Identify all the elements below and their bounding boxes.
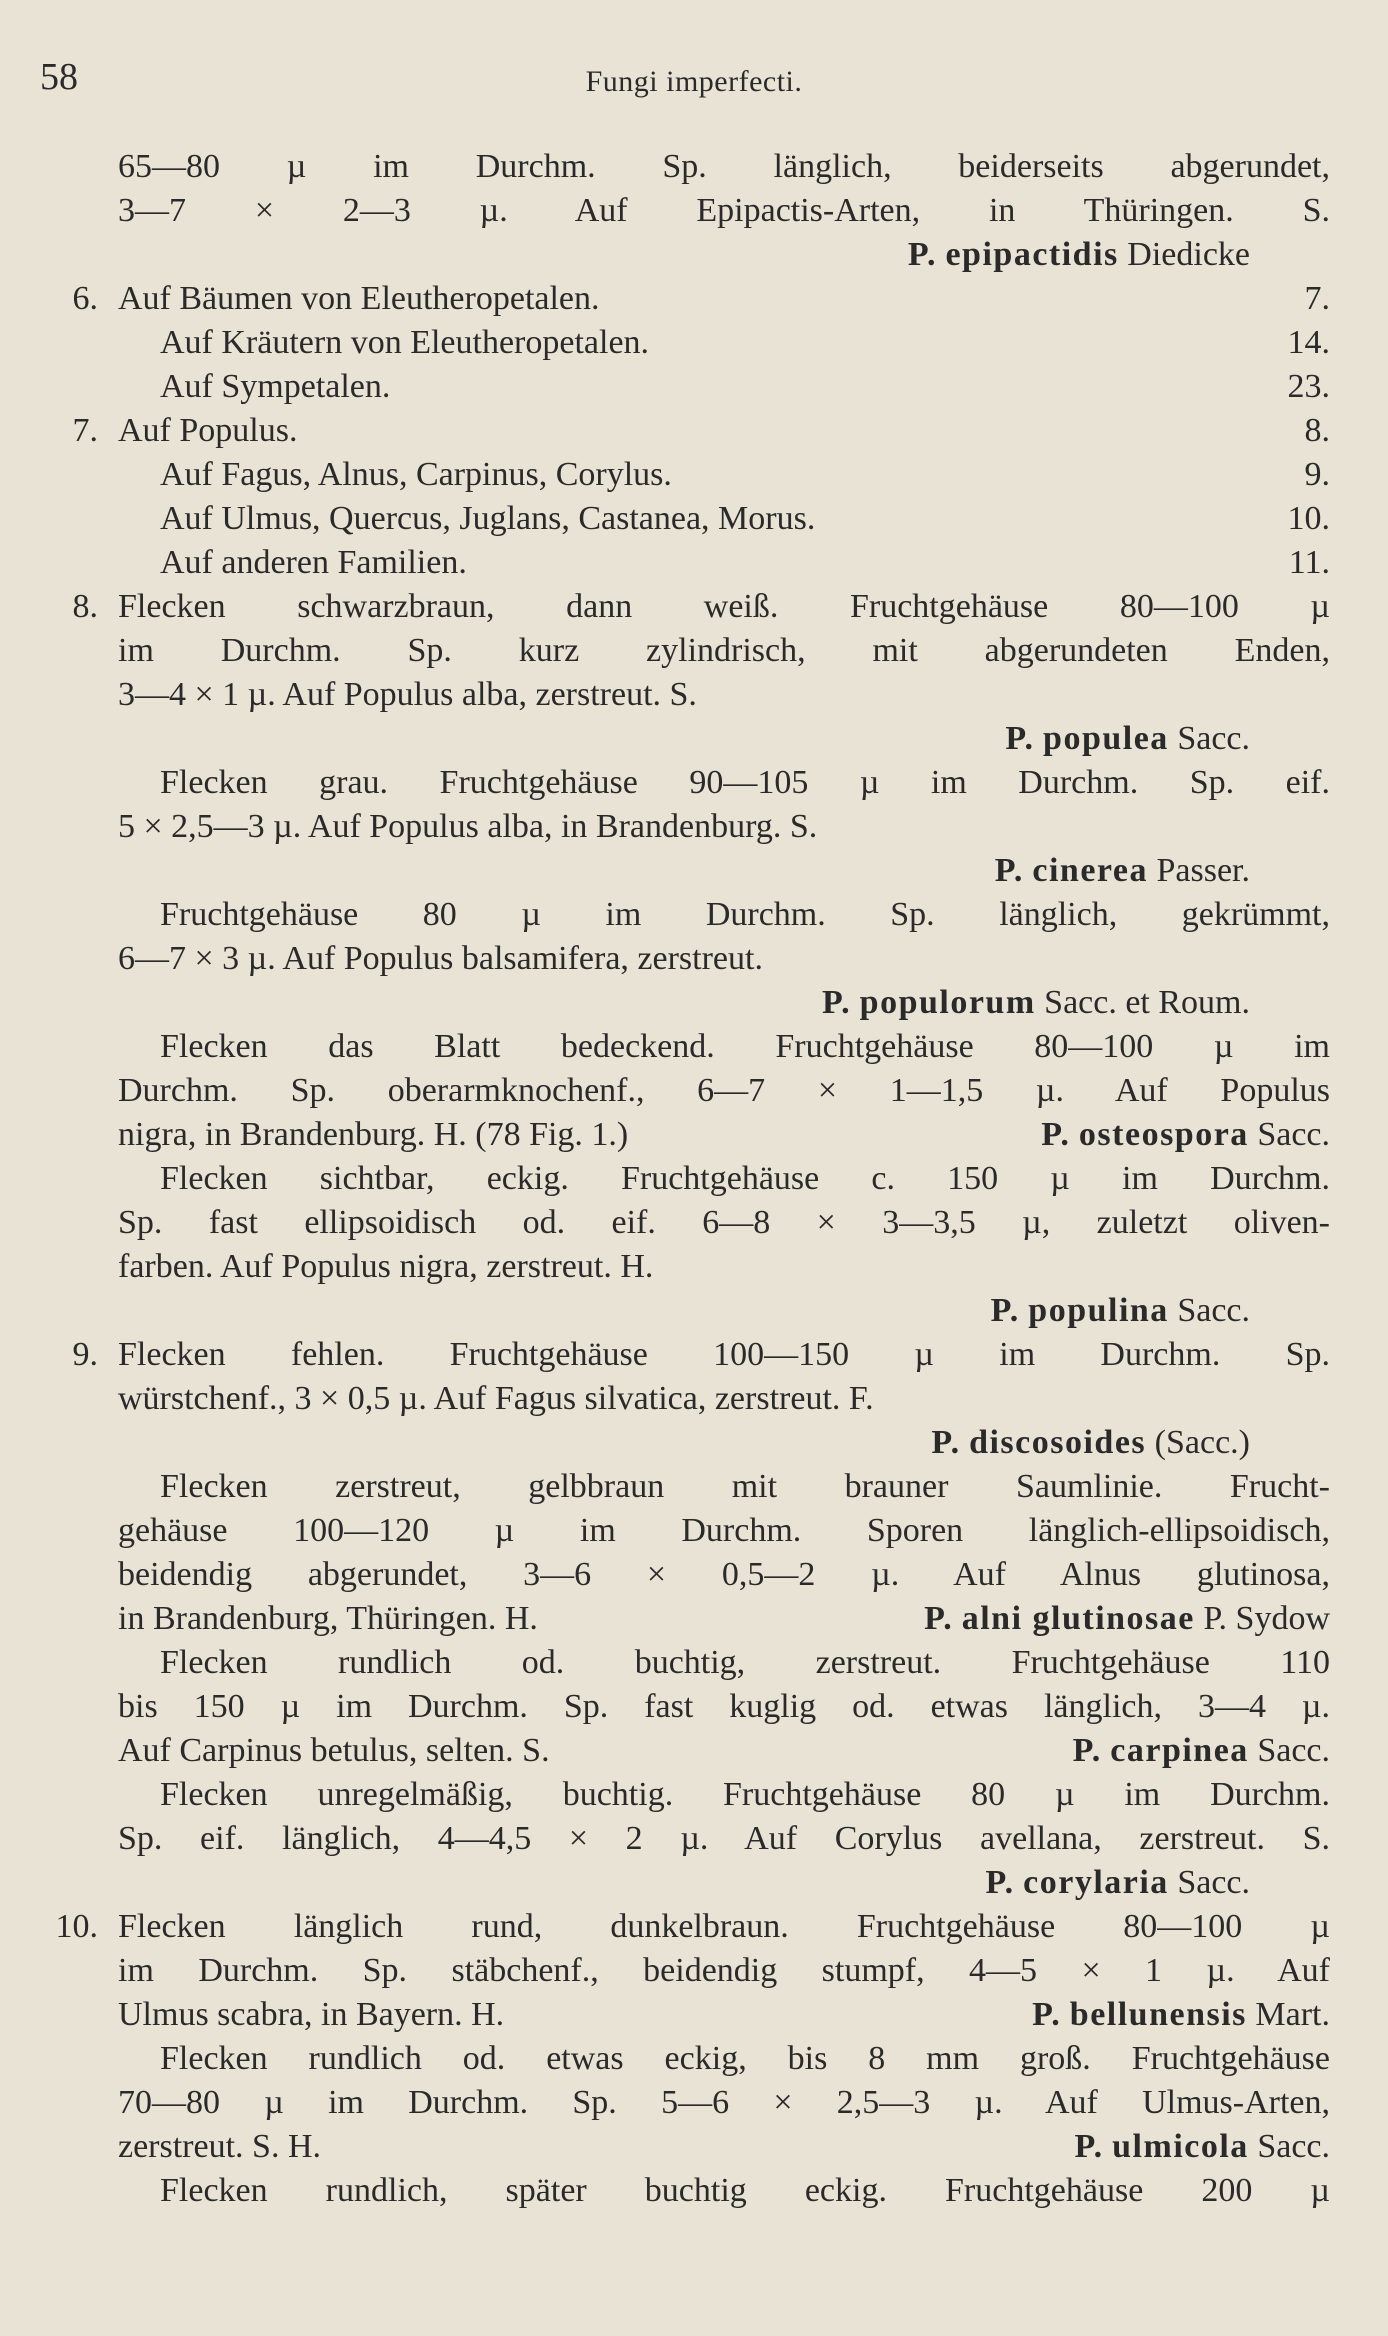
text-line xyxy=(40,717,1330,761)
text-line xyxy=(40,1685,1330,1729)
line-text: Flecken zerstreut, gelbbraun mit brauner Saumlinie. Frucht- xyxy=(160,1468,1330,1505)
line-text: Ulmus scabra, in Bayern. H. xyxy=(118,1996,505,2033)
text-line xyxy=(40,277,1330,321)
species-name xyxy=(991,1289,1250,1333)
species-epithet: populea xyxy=(1043,720,1169,757)
text-line xyxy=(40,1773,1330,1817)
page-header xyxy=(40,55,1348,105)
key-reference: 9. xyxy=(1304,456,1330,493)
line-text: Sp. fast ellipsoidisch od. eif. 6—8 × 3—3,5 µ, zuletzt oliven- xyxy=(118,1204,1330,1241)
species-genus: P. xyxy=(931,1424,961,1461)
species-author: Sacc. xyxy=(1177,1864,1250,1901)
species-genus: P. xyxy=(985,1864,1015,1901)
species-name xyxy=(1005,717,1250,761)
line-text: 5 × 2,5—3 µ. Auf Populus alba, in Brandenburg. S. xyxy=(118,808,818,845)
text-line xyxy=(40,1245,1330,1289)
text-line xyxy=(40,1993,1330,2037)
text-line xyxy=(40,2081,1330,2125)
line-text: bis 150 µ im Durchm. Sp. fast kuglig od. etwas länglich, 3—4 µ. xyxy=(118,1688,1330,1725)
species-name xyxy=(1074,2125,1330,2169)
species-name xyxy=(1041,1113,1330,1157)
line-text: Flecken das Blatt bedeckend. Fruchtgehäuse 80—100 µ im xyxy=(160,1028,1330,1065)
text-line xyxy=(40,1861,1330,1905)
species-author: Sacc. xyxy=(1177,1292,1250,1329)
text-line xyxy=(40,1729,1330,1773)
species-author: Mart. xyxy=(1255,1996,1330,2033)
species-author: Sacc. xyxy=(1177,720,1250,757)
key-lead-text: Auf Fagus, Alnus, Carpinus, Corylus. xyxy=(160,456,672,493)
key-number: 7. xyxy=(72,412,98,449)
text-line xyxy=(40,1377,1330,1421)
text-line xyxy=(40,189,1330,233)
text-line xyxy=(40,1905,1330,1949)
line-text: Flecken unregelmäßig, buchtig. Fruchtgehäuse 80 µ im Durchm. xyxy=(160,1776,1330,1813)
key-number: 9. xyxy=(72,1336,98,1373)
text-line xyxy=(40,1817,1330,1861)
text-line xyxy=(40,1157,1330,1201)
species-genus: P. xyxy=(1041,1116,1071,1153)
text-line xyxy=(40,1465,1330,1509)
line-text: Durchm. Sp. oberarmknochenf., 6—7 × 1—1,5 µ. Auf Populus xyxy=(118,1072,1330,1109)
species-name xyxy=(995,849,1250,893)
key-lead-text: Auf anderen Familien. xyxy=(160,544,467,581)
species-epithet: discosoides xyxy=(969,1424,1147,1461)
page-number: 58 xyxy=(40,56,78,98)
species-author: Sacc. xyxy=(1257,1732,1330,1769)
text-line xyxy=(40,805,1330,849)
key-lead-text: Auf Kräutern von Eleutheropetalen. xyxy=(160,324,650,361)
species-epithet: ulmicola xyxy=(1112,2128,1249,2165)
line-text: gehäuse 100—120 µ im Durchm. Sporen länglich-ellipsoidisch, xyxy=(118,1512,1330,1549)
species-epithet: corylaria xyxy=(1023,1864,1169,1901)
text-line xyxy=(40,321,1330,365)
line-text: 6—7 × 3 µ. Auf Populus balsamifera, zerstreut. xyxy=(118,940,763,977)
line-text: farben. Auf Populus nigra, zerstreut. H. xyxy=(118,1248,654,1285)
species-genus: P. xyxy=(907,236,937,273)
key-reference: 10. xyxy=(1287,500,1330,537)
line-text: 3—4 × 1 µ. Auf Populus alba, zerstreut. S. xyxy=(118,676,697,713)
text-line xyxy=(40,365,1330,409)
text-line xyxy=(40,893,1330,937)
key-reference: 11. xyxy=(1288,544,1330,581)
text-line xyxy=(40,541,1330,585)
text-line xyxy=(40,1509,1330,1553)
line-text: Sp. eif. länglich, 4—4,5 × 2 µ. Auf Corylus avellana, zerstreut. S. xyxy=(118,1820,1330,1857)
line-text: würstchenf., 3 × 0,5 µ. Auf Fagus silvatica, zerstreut. F. xyxy=(118,1380,874,1417)
species-genus: P. xyxy=(1074,2128,1104,2165)
text-line xyxy=(40,673,1330,717)
line-text: nigra, in Brandenburg. H. (78 Fig. 1.) xyxy=(118,1116,629,1153)
text-line xyxy=(40,1641,1330,1685)
species-genus: P. xyxy=(822,984,852,1021)
species-genus: P. xyxy=(1032,1996,1062,2033)
key-lead-text: Auf Populus. xyxy=(118,412,298,449)
text-line xyxy=(40,629,1330,673)
text-line xyxy=(40,497,1330,541)
line-text: in Brandenburg, Thüringen. H. xyxy=(118,1600,538,1637)
species-epithet: carpinea xyxy=(1110,1732,1249,1769)
species-genus: P. xyxy=(924,1600,954,1637)
species-epithet: osteospora xyxy=(1078,1116,1249,1153)
species-epithet: populina xyxy=(1028,1292,1169,1329)
line-text: Flecken schwarzbraun, dann weiß. Fruchtgehäuse 80—100 µ xyxy=(118,588,1330,625)
text-line xyxy=(40,2125,1330,2169)
line-text: im Durchm. Sp. kurz zylindrisch, mit abgerundeten Enden, xyxy=(118,632,1330,669)
key-reference: 7. xyxy=(1304,280,1330,317)
species-author: Sacc. xyxy=(1257,2128,1330,2165)
species-author: Diedicke xyxy=(1127,236,1250,273)
line-text: 70—80 µ im Durchm. Sp. 5—6 × 2,5—3 µ. Auf Ulmus-Arten, xyxy=(118,2084,1330,2121)
text-line xyxy=(40,2169,1330,2213)
species-name xyxy=(931,1421,1250,1465)
key-text xyxy=(40,145,1330,2213)
text-line xyxy=(40,233,1330,277)
line-text: Flecken rundlich od. etwas eckig, bis 8 mm groß. Fruchtgehäuse xyxy=(160,2040,1330,2077)
species-name xyxy=(1032,1993,1330,2037)
running-title: Fungi imperfecti. xyxy=(585,65,803,98)
species-genus: P. xyxy=(990,1292,1020,1329)
species-name xyxy=(985,1861,1250,1905)
key-lead-text: Auf Sympetalen. xyxy=(160,368,391,405)
text-line xyxy=(40,1201,1330,1245)
species-author: P. Sydow xyxy=(1203,1600,1330,1637)
text-line xyxy=(40,2037,1330,2081)
key-lead-text: Auf Bäumen von Eleutheropetalen. xyxy=(118,280,600,317)
text-line xyxy=(40,1949,1330,1993)
key-number: 8. xyxy=(72,588,98,625)
text-line xyxy=(40,849,1330,893)
species-epithet: populorum xyxy=(859,984,1036,1021)
species-genus: P. xyxy=(1005,720,1035,757)
line-text: 3—7 × 2—3 µ. Auf Epipactis-Arten, in Thüringen. S. xyxy=(118,192,1330,229)
key-reference: 8. xyxy=(1304,412,1330,449)
text-line xyxy=(40,453,1330,497)
species-name xyxy=(924,1597,1330,1641)
species-name xyxy=(822,981,1250,1025)
species-name xyxy=(1073,1729,1330,1773)
line-text: Flecken rundlich od. buchtig, zerstreut. Fruchtgehäuse 110 xyxy=(160,1644,1330,1681)
species-name xyxy=(908,233,1250,277)
line-text: Flecken sichtbar, eckig. Fruchtgehäuse c. 150 µ im Durchm. xyxy=(160,1160,1330,1197)
key-reference: 23. xyxy=(1287,368,1330,405)
species-epithet: alni glutinosae xyxy=(961,1600,1195,1637)
key-lead-text: Auf Ulmus, Quercus, Juglans, Castanea, Morus. xyxy=(160,500,816,537)
species-epithet: epipactidis xyxy=(945,236,1119,273)
line-text: Flecken länglich rund, dunkelbraun. Fruchtgehäuse 80—100 µ xyxy=(118,1908,1330,1945)
species-author: Passer. xyxy=(1156,852,1250,889)
line-text: Auf Carpinus betulus, selten. S. xyxy=(118,1732,550,1769)
species-genus: P. xyxy=(1072,1732,1102,1769)
species-author: (Sacc.) xyxy=(1154,1424,1250,1461)
text-line xyxy=(40,1069,1330,1113)
key-number: 6. xyxy=(72,280,98,317)
text-line xyxy=(40,1025,1330,1069)
line-text: Fruchtgehäuse 80 µ im Durchm. Sp. länglich, gekrümmt, xyxy=(160,896,1330,933)
species-author: Sacc. et Roum. xyxy=(1044,984,1250,1021)
text-line xyxy=(40,1553,1330,1597)
species-author: Sacc. xyxy=(1257,1116,1330,1153)
key-number: 10. xyxy=(55,1908,98,1945)
line-text: 65—80 µ im Durchm. Sp. länglich, beiderseits abgerundet, xyxy=(118,148,1330,185)
text-line xyxy=(40,937,1330,981)
text-line xyxy=(40,1597,1330,1641)
line-text: Flecken grau. Fruchtgehäuse 90—105 µ im Durchm. Sp. eif. xyxy=(160,764,1330,801)
line-text: zerstreut. S. H. xyxy=(118,2128,322,2165)
text-line xyxy=(40,1333,1330,1377)
line-text: Flecken fehlen. Fruchtgehäuse 100—150 µ im Durchm. Sp. xyxy=(118,1336,1330,1373)
text-line xyxy=(40,409,1330,453)
text-line xyxy=(40,981,1330,1025)
line-text: im Durchm. Sp. stäbchenf., beidendig stumpf, 4—5 × 1 µ. Auf xyxy=(118,1952,1330,1989)
line-text: Flecken rundlich, später buchtig eckig. Fruchtgehäuse 200 µ xyxy=(160,2172,1330,2209)
text-line xyxy=(40,761,1330,805)
key-reference: 14. xyxy=(1287,324,1330,361)
text-line xyxy=(40,145,1330,189)
species-genus: P. xyxy=(994,852,1024,889)
line-text: beidendig abgerundet, 3—6 × 0,5—2 µ. Auf Alnus glutinosa, xyxy=(118,1556,1330,1593)
text-line xyxy=(40,1113,1330,1157)
text-line xyxy=(40,1289,1330,1333)
text-line xyxy=(40,585,1330,629)
species-epithet: bellunensis xyxy=(1069,1996,1247,2033)
text-line xyxy=(40,1421,1330,1465)
species-epithet: cinerea xyxy=(1032,852,1148,889)
